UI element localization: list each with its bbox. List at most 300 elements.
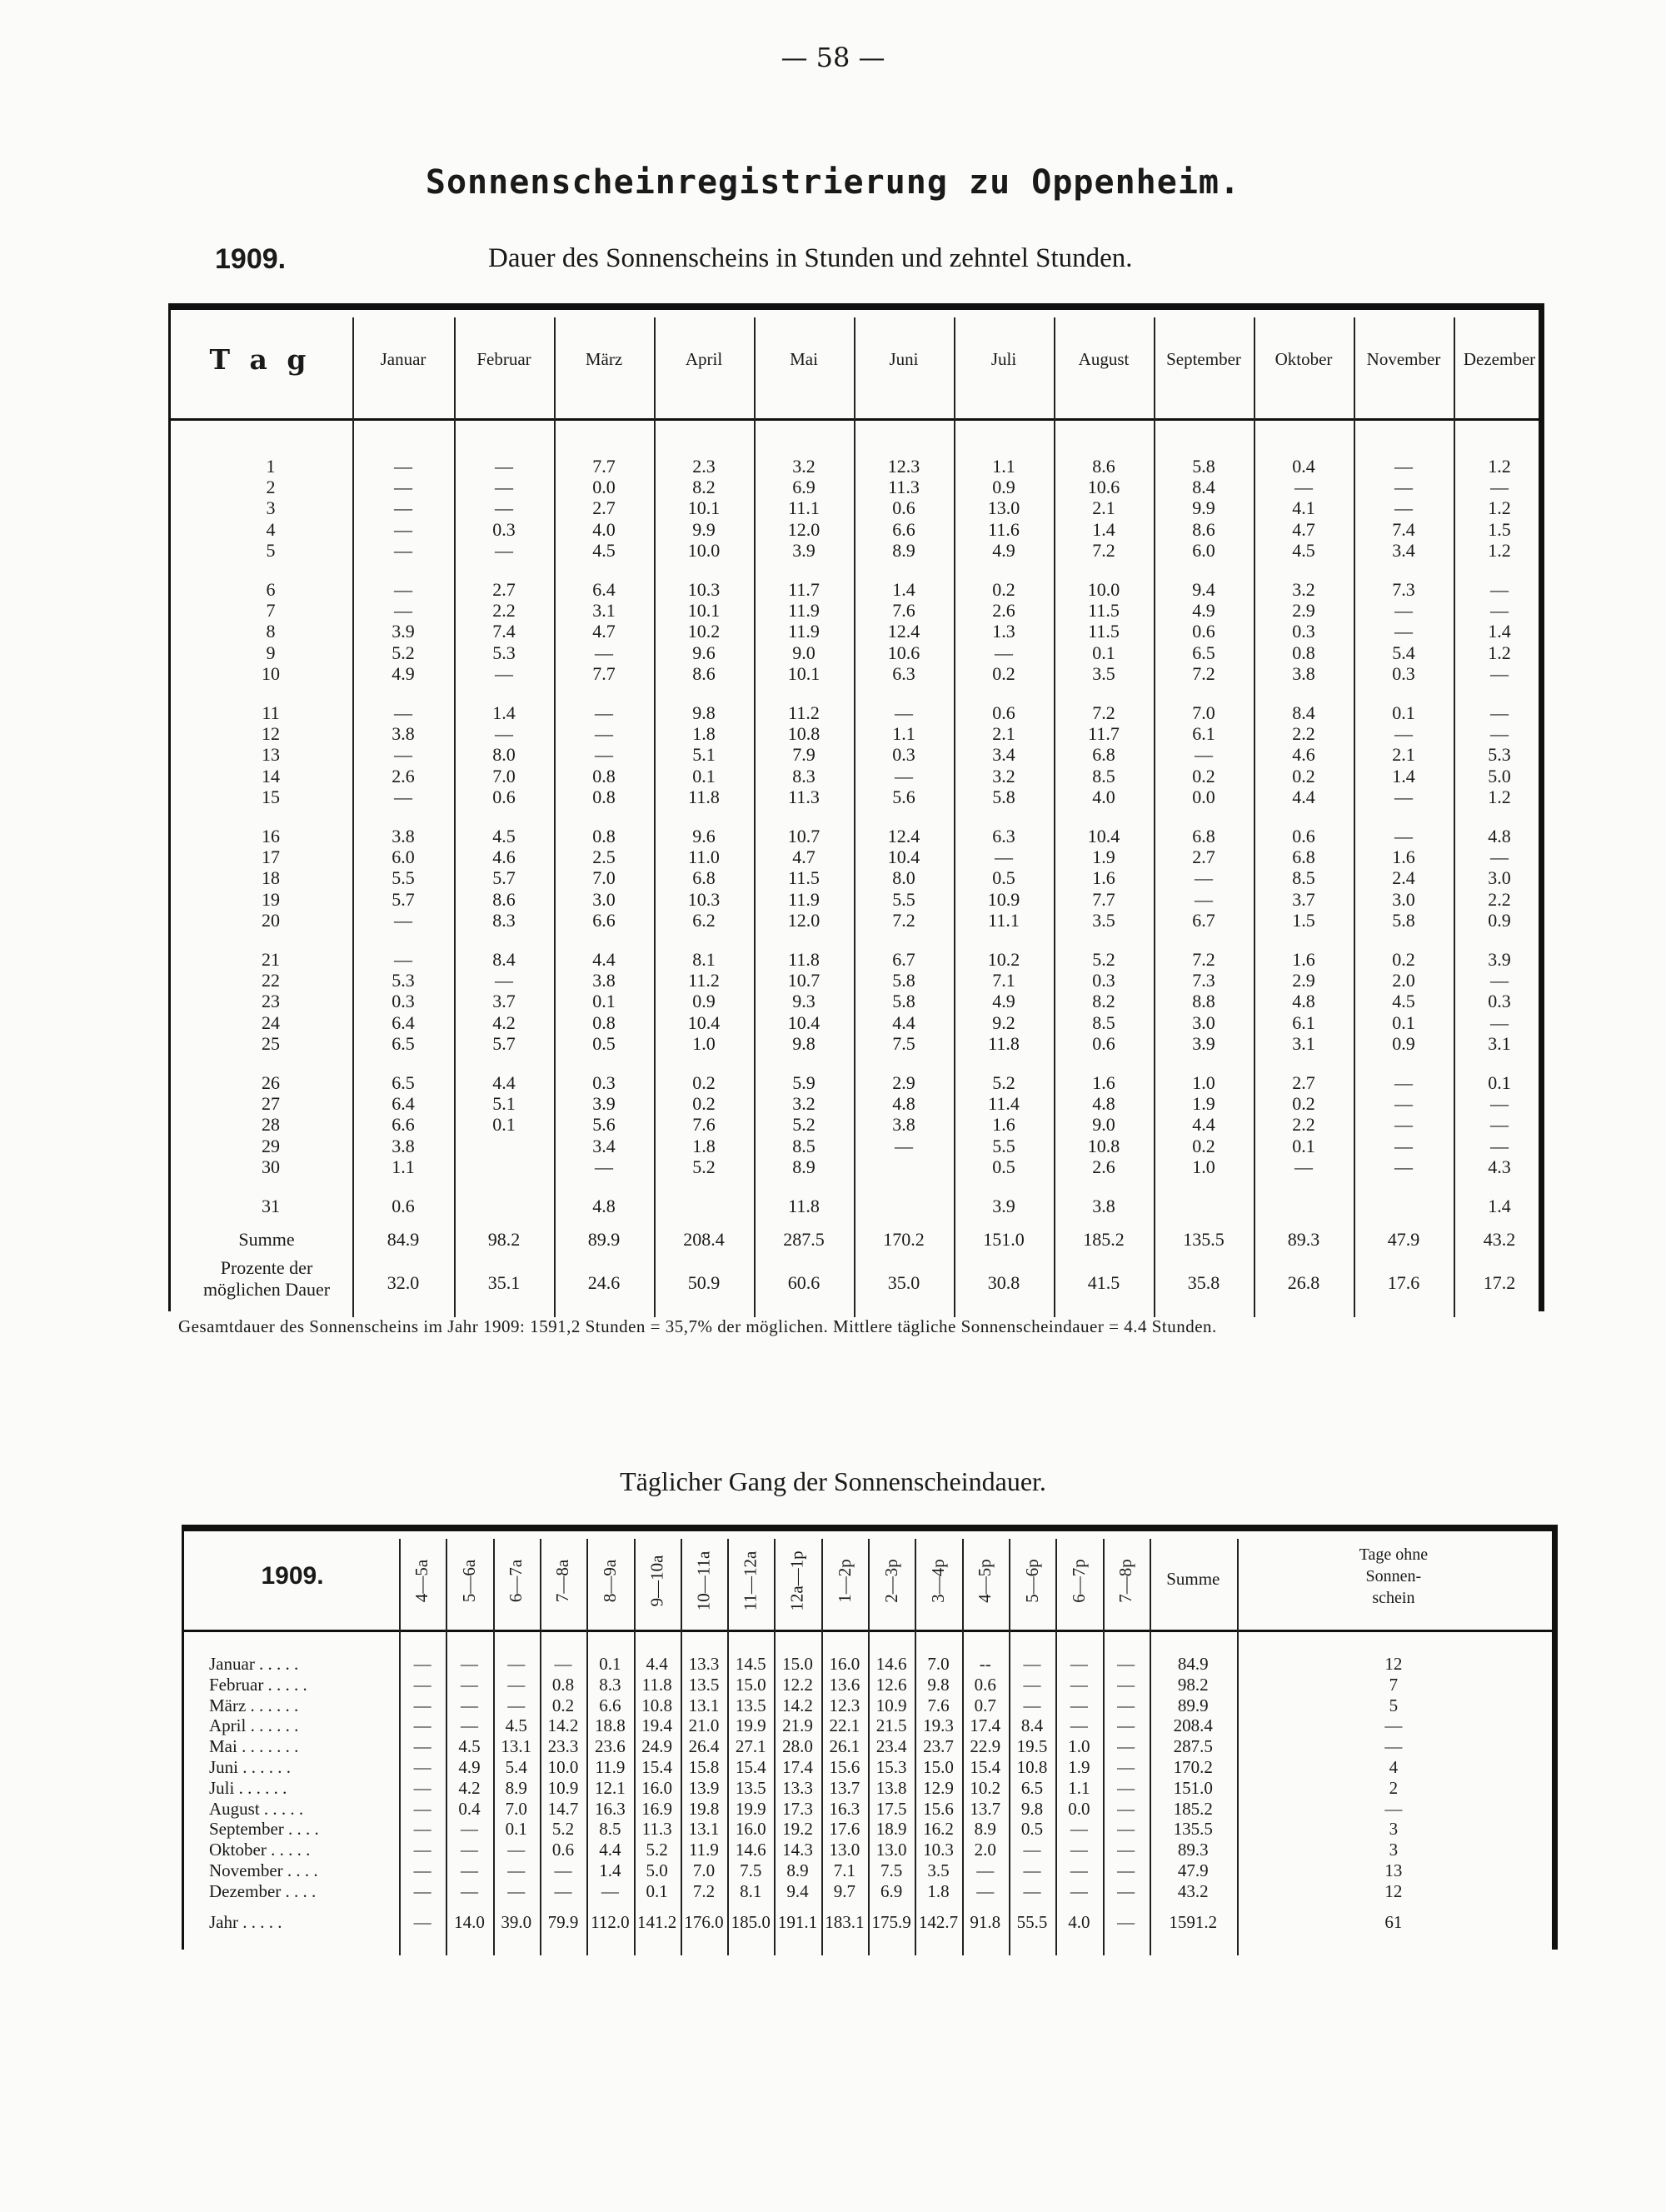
table-cell: 6.0 [1192, 539, 1215, 561]
table-cell: 2.7 [492, 579, 516, 600]
hourly-value: — [1117, 1777, 1135, 1798]
hourly-value: 8.9 [505, 1777, 527, 1798]
hourly-value: — [413, 1798, 431, 1819]
hourly-value: 9.8 [1020, 1798, 1044, 1819]
year-label: 1909. [215, 243, 287, 275]
table-cell: — [1394, 600, 1413, 622]
hourly-value: 22.9 [970, 1736, 1001, 1757]
hourly-value: 12.6 [875, 1674, 907, 1695]
table-cell: 11.9 [788, 888, 820, 910]
table-cell: 0.1 [1392, 702, 1415, 723]
jahr-tage-ohne: 61 [1384, 1911, 1403, 1932]
hourly-value: 13.5 [735, 1777, 766, 1798]
table-cell: 4.7 [792, 846, 816, 868]
jahr-hourly-value: 112.0 [591, 1911, 630, 1932]
table-cell: 11.8 [988, 1032, 1020, 1054]
hourly-value: 13.0 [875, 1840, 907, 1860]
hourly-value: 4.9 [458, 1757, 481, 1777]
percent-possible: 24.6 [587, 1272, 621, 1293]
table-cell: — [595, 1156, 613, 1177]
table-cell: 3.9 [392, 621, 415, 642]
hourly-value: — [460, 1840, 478, 1860]
table-cell: 9.8 [692, 702, 716, 723]
table-cell: 4.9 [992, 991, 1015, 1012]
table-cell: — [595, 723, 613, 745]
prozente-label: Prozente der [220, 1257, 313, 1278]
hour-label: 10—11a [693, 1550, 714, 1610]
table-cell: — [394, 497, 412, 519]
table-cell: — [1490, 579, 1509, 600]
row-tage-ohne: 4 [1389, 1757, 1399, 1777]
table-cell: 8.1 [692, 949, 716, 970]
table-cell: 0.6 [1192, 621, 1215, 642]
table-cell: 0.1 [492, 1114, 516, 1136]
table-cell: 1.2 [1488, 497, 1511, 519]
hourly-value: 23.3 [547, 1736, 579, 1757]
table-cell: 10.2 [687, 621, 721, 642]
table-cell: 0.3 [492, 518, 516, 540]
day-label: 1 [266, 456, 276, 477]
hourly-value: — [460, 1880, 478, 1901]
hour-header [634, 1539, 681, 1622]
row-summe: 185.2 [1173, 1798, 1213, 1819]
table-cell: 7.2 [892, 909, 915, 931]
table-cell: 2.6 [392, 765, 415, 786]
table-cell: 8.6 [692, 662, 716, 684]
jahr-hourly-value: 176.0 [684, 1911, 724, 1932]
table-cell: 3.9 [592, 1093, 616, 1115]
table-cell: 1.4 [1488, 1196, 1511, 1216]
table-cell: 6.4 [392, 1011, 415, 1033]
hourly-value: 15.0 [923, 1757, 954, 1777]
table-cell: 0.1 [1292, 1135, 1315, 1156]
hour-header [446, 1539, 492, 1622]
table-cell: — [495, 723, 513, 745]
table-cell: 7.3 [1192, 970, 1215, 991]
hour-header [586, 1539, 633, 1622]
day-label: 16 [262, 826, 280, 846]
table-cell: — [1394, 456, 1413, 477]
hour-label: 5—6a [458, 1559, 479, 1602]
hourly-value: 6.6 [599, 1695, 621, 1715]
hourly-value: 5.0 [646, 1860, 668, 1880]
hourly-value: 3.5 [927, 1860, 950, 1880]
table-cell: 3.0 [1392, 888, 1415, 910]
table-cell: 9.6 [692, 826, 716, 846]
hourly-value: — [413, 1674, 431, 1695]
tage-ohne-header: Sonnen- [1365, 1567, 1422, 1585]
table-cell: 0.9 [992, 477, 1015, 498]
day-label: 8 [266, 621, 276, 642]
table-cell: 11.2 [688, 970, 720, 991]
hourly-value: 13.9 [688, 1777, 720, 1798]
hourly-value: — [1117, 1715, 1135, 1736]
hourly-value: 15.6 [923, 1798, 954, 1819]
hourly-value: 21.9 [782, 1715, 813, 1736]
day-label: 13 [262, 744, 280, 766]
hourly-value: 15.0 [782, 1654, 813, 1674]
table-cell: 10.7 [787, 970, 821, 991]
table-cell: 11.5 [1088, 600, 1120, 622]
row-summe: 47.9 [1177, 1860, 1209, 1880]
table-cell: 11.8 [688, 786, 720, 807]
table-cell: 5.2 [792, 1114, 816, 1136]
table-cell: — [1490, 1093, 1509, 1115]
day-label: 12 [262, 723, 280, 745]
table-cell: 6.9 [792, 477, 816, 498]
hourly-value: 0.7 [974, 1695, 996, 1715]
table-cell: 8.2 [692, 477, 716, 498]
day-label: 18 [262, 867, 280, 889]
table-cell: 7.4 [1392, 518, 1415, 540]
table-cell: 1.5 [1488, 518, 1511, 540]
row-tage-ohne: — [1384, 1715, 1403, 1736]
table-cell: — [1394, 497, 1413, 519]
table-cell: 0.1 [1488, 1072, 1511, 1093]
hourly-value: 11.9 [688, 1840, 719, 1860]
table-cell: 5.8 [892, 991, 915, 1012]
hourly-value: 16.0 [735, 1819, 766, 1840]
table-cell: 7.0 [1192, 702, 1215, 723]
hourly-value: — [507, 1840, 526, 1860]
table-cell: 5.8 [1192, 456, 1215, 477]
hourly-value: 13.5 [688, 1674, 720, 1695]
hourly-value: 24.9 [641, 1736, 673, 1757]
day-label: 20 [262, 909, 280, 931]
hourly-value: — [1023, 1674, 1041, 1695]
table-cell: — [1394, 786, 1413, 807]
table-cell: 0.9 [1488, 909, 1511, 931]
month-row-label: Juli . . . . . . [209, 1777, 287, 1798]
hourly-value: — [413, 1819, 431, 1840]
hourly-value: — [1117, 1757, 1135, 1777]
table-cell: 1.3 [992, 621, 1015, 642]
table-cell: 0.2 [1392, 949, 1415, 970]
table-cell: 3.7 [1292, 888, 1315, 910]
table-cell: 11.6 [988, 518, 1020, 540]
hourly-value: — [1117, 1674, 1135, 1695]
hour-header [1009, 1539, 1055, 1622]
hour-label: 5—6p [1021, 1558, 1042, 1603]
table-cell: 0.5 [992, 1156, 1015, 1177]
month-row-label: November . . . . [209, 1860, 318, 1880]
table-cell: 3.2 [792, 456, 816, 477]
jahr-row-label: Jahr . . . . . [209, 1911, 282, 1932]
table2-title: Täglicher Gang der Sonnenscheindauer. [620, 1466, 1046, 1496]
hour-header [962, 1539, 1009, 1622]
month-header-11: November [1366, 349, 1441, 369]
table-cell: 6.7 [1192, 909, 1215, 931]
table-cell: 10.8 [787, 723, 821, 745]
month-header-2: Februar [476, 349, 531, 369]
day-label: 29 [262, 1135, 280, 1156]
row-summe: 208.4 [1173, 1715, 1213, 1736]
table-cell: 3.8 [392, 723, 415, 745]
hourly-value: 1.4 [599, 1860, 621, 1880]
table-cell: 1.1 [392, 1156, 415, 1177]
table-cell: — [595, 642, 613, 663]
month-row-label: September . . . . [209, 1819, 319, 1840]
table-cell: 2.2 [1292, 1114, 1315, 1136]
hourly-value: — [460, 1715, 478, 1736]
table-cell: 5.0 [1488, 765, 1511, 786]
table-cell: 1.4 [492, 702, 516, 723]
monthly-total: 135.5 [1183, 1229, 1225, 1250]
table-cell: 10.6 [1087, 477, 1120, 498]
month-header-6: Juni [889, 349, 919, 369]
table-cell: — [394, 518, 412, 540]
hourly-value: — [507, 1860, 526, 1880]
hourly-value: — [460, 1860, 478, 1880]
day-label: 5 [266, 539, 276, 561]
row-summe: 43.2 [1177, 1880, 1209, 1901]
jahr-hourly-value: — [413, 1911, 431, 1932]
hourly-value: 22.1 [829, 1715, 860, 1736]
table-cell: 6.1 [1292, 1011, 1315, 1033]
table-cell: 1.6 [1092, 1072, 1115, 1093]
table-cell: 6.7 [892, 949, 915, 970]
hourly-value: 15.0 [735, 1674, 766, 1695]
day-label: 25 [262, 1032, 280, 1054]
percent-possible: 17.6 [1387, 1272, 1420, 1293]
percent-possible: 17.2 [1483, 1272, 1516, 1293]
table-cell: 0.3 [392, 991, 415, 1012]
jahr-hourly-value: 14.0 [454, 1911, 485, 1932]
hourly-value: 28.0 [782, 1736, 813, 1757]
hourly-value: — [413, 1880, 431, 1901]
table-cell: 1.8 [692, 1135, 716, 1156]
table-cell: 4.8 [1292, 991, 1315, 1012]
table-cell: 0.6 [492, 786, 516, 807]
table-cell: — [1490, 662, 1509, 684]
monthly-total: 89.9 [587, 1229, 621, 1250]
table-cell: 3.5 [1092, 909, 1115, 931]
hourly-value: 15.6 [829, 1757, 860, 1777]
hour-label: 2—3p [880, 1558, 901, 1603]
hourly-value: 0.1 [599, 1654, 621, 1674]
table-cell: — [1490, 477, 1509, 498]
hour-label: 7—8a [552, 1559, 573, 1602]
table-cell: 8.4 [1292, 702, 1315, 723]
hourly-value: — [601, 1880, 619, 1901]
table-cell: 2.2 [1488, 888, 1511, 910]
hourly-value: 15.3 [875, 1757, 907, 1777]
hourly-value: — [1023, 1860, 1041, 1880]
hourly-value: 4.5 [505, 1715, 527, 1736]
table-cell: 3.2 [992, 765, 1015, 786]
month-row-label: Oktober . . . . . [209, 1840, 311, 1860]
table-cell: — [495, 477, 513, 498]
table-cell: 3.2 [1292, 579, 1315, 600]
table-cell: 1.1 [892, 723, 915, 745]
table-cell: 10.1 [787, 662, 821, 684]
hourly-value: — [460, 1695, 478, 1715]
table-cell: 4.5 [1292, 539, 1315, 561]
table-cell: 8.5 [792, 1135, 816, 1156]
table-cell: 0.2 [992, 662, 1015, 684]
row-tage-ohne: 12 [1384, 1654, 1403, 1674]
hourly-value: — [460, 1674, 478, 1695]
table-cell: 8.3 [492, 909, 516, 931]
hourly-value: 7.0 [692, 1860, 716, 1880]
table-cell: 4.5 [1392, 991, 1415, 1012]
table-cell: 7.0 [492, 765, 516, 786]
hourly-value: 13.7 [970, 1798, 1001, 1819]
table-cell: 7.6 [892, 600, 915, 622]
table-cell: — [995, 642, 1013, 663]
table-cell: 6.8 [1192, 826, 1215, 846]
table-cell: 1.4 [1092, 518, 1115, 540]
table-cell: 1.6 [1092, 867, 1115, 889]
table-cell: 0.6 [392, 1196, 415, 1216]
hourly-value: 0.0 [1068, 1798, 1090, 1819]
hourly-value: 8.3 [599, 1674, 621, 1695]
table-cell: 11.9 [788, 621, 820, 642]
table-cell: 11.8 [788, 1196, 820, 1216]
day-label: 11 [262, 702, 280, 723]
day-label: 21 [262, 949, 280, 970]
table-cell: 4.9 [1192, 600, 1215, 622]
table-cell: 1.9 [1092, 846, 1115, 868]
hourly-value: — [1117, 1695, 1135, 1715]
table-cell: 6.4 [592, 579, 616, 600]
table-cell: 2.6 [1092, 1156, 1115, 1177]
hour-header [540, 1539, 586, 1622]
hour-label: 9—10a [646, 1555, 667, 1606]
monthly-total: 170.2 [883, 1229, 925, 1250]
hourly-value: — [413, 1695, 431, 1715]
hourly-value: 10.8 [641, 1695, 673, 1715]
hour-header [727, 1539, 774, 1622]
hourly-value: 13.1 [501, 1736, 532, 1757]
table-cell: — [1490, 970, 1509, 991]
jahr-hourly-value: 141.2 [637, 1911, 677, 1932]
hourly-value: — [413, 1757, 431, 1777]
row-tage-ohne: 3 [1389, 1819, 1399, 1840]
table-cell: — [595, 744, 613, 766]
table-cell: 4.5 [592, 539, 616, 561]
hourly-value: 12.2 [782, 1674, 813, 1695]
hourly-value: 17.4 [970, 1715, 1001, 1736]
hourly-value: 2.0 [974, 1840, 996, 1860]
hourly-value: 14.2 [782, 1695, 813, 1715]
hourly-value: — [507, 1695, 526, 1715]
hour-label: 4—5p [975, 1558, 995, 1603]
hourly-value: 9.4 [786, 1880, 809, 1901]
table-cell: 5.8 [992, 786, 1015, 807]
hourly-value: 14.6 [735, 1840, 766, 1860]
table-cell: — [1490, 846, 1509, 868]
table-cell: 5.1 [692, 744, 716, 766]
hourly-value: 4.4 [646, 1654, 668, 1674]
hourly-value: — [554, 1880, 572, 1901]
hourly-value: 10.2 [970, 1777, 1001, 1798]
hourly-value: 16.3 [594, 1798, 626, 1819]
hourly-value: 14.3 [782, 1840, 813, 1860]
table-cell: 0.0 [592, 477, 616, 498]
hourly-value: — [1070, 1880, 1088, 1901]
table-cell: 1.2 [1488, 539, 1511, 561]
table-cell: 2.6 [992, 600, 1015, 622]
hourly-value: — [413, 1736, 431, 1757]
table-cell: 9.0 [792, 642, 816, 663]
table-cell: 2.2 [492, 600, 516, 622]
table-cell: 2.7 [1292, 1072, 1315, 1093]
table-cell: 6.3 [892, 662, 915, 684]
hour-label: 1—2p [834, 1558, 855, 1603]
table-cell: 9.9 [692, 518, 716, 540]
table-cell: 11.5 [1088, 621, 1120, 642]
table-cell: 11.1 [988, 909, 1020, 931]
hourly-value: 1.8 [927, 1880, 950, 1901]
row-tage-ohne: — [1384, 1736, 1403, 1757]
table-cell: — [394, 744, 412, 766]
table-cell: 8.5 [1092, 765, 1115, 786]
table-cell: 4.4 [492, 1072, 516, 1093]
table-cell: 0.9 [1392, 1032, 1415, 1054]
table-cell: 2.4 [1392, 867, 1415, 889]
hourly-value: 5.2 [646, 1840, 668, 1860]
table-cell: — [1394, 1135, 1413, 1156]
hourly-value: 17.5 [875, 1798, 907, 1819]
table-cell: — [1490, 723, 1509, 745]
table-cell: 2.0 [1392, 970, 1415, 991]
table-cell: 7.2 [1192, 949, 1215, 970]
table-cell: 6.5 [392, 1072, 415, 1093]
table-cell: 10.8 [1087, 1135, 1120, 1156]
table-cell: 3.4 [992, 744, 1015, 766]
table-cell: 3.8 [1092, 1196, 1115, 1216]
hourly-value: — [1117, 1798, 1135, 1819]
table-cell: 1.6 [1292, 949, 1315, 970]
table-cell: — [895, 1135, 913, 1156]
table-cell: 7.7 [592, 456, 616, 477]
table-cell: 1.2 [1488, 456, 1511, 477]
table-cell: — [1394, 477, 1413, 498]
month-header-4: April [685, 349, 723, 369]
summe-header: Summe [1166, 1569, 1220, 1589]
hourly-value: 17.4 [782, 1757, 813, 1777]
hourly-value: — [1070, 1715, 1088, 1736]
hourly-value: 12.1 [594, 1777, 626, 1798]
row-summe: 151.0 [1173, 1777, 1213, 1798]
hourly-value: — [413, 1777, 431, 1798]
jahr-hourly-value: 191.1 [777, 1911, 818, 1932]
table-cell: 8.5 [1092, 1011, 1115, 1033]
table-cell: 8.6 [1092, 456, 1115, 477]
table-cell: 0.1 [692, 765, 716, 786]
hour-header [774, 1539, 821, 1622]
annual-summary-note: Gesamtdauer des Sonnenscheins im Jahr 1909: 1591,2 Stunden = 35,7% der möglichen. Mittlere tägliche Sonnenscheindauer = 4.4 Stunden. [178, 1316, 1217, 1336]
table-cell: 5.7 [392, 888, 415, 910]
percent-possible: 35.1 [487, 1272, 521, 1293]
table-cell: 8.9 [792, 1156, 816, 1177]
month-header-5: Mai [790, 349, 818, 369]
table-cell: — [895, 765, 913, 786]
table-cell: 6.6 [392, 1114, 415, 1136]
table-cell: 0.6 [1292, 826, 1315, 846]
table-cell: 0.4 [1292, 456, 1315, 477]
table-cell: 4.7 [1292, 518, 1315, 540]
table-cell: 4.8 [592, 1196, 616, 1216]
table-cell: 3.9 [992, 1196, 1015, 1216]
hourly-value: 15.4 [641, 1757, 673, 1777]
hourly-value: — [413, 1654, 431, 1674]
hourly-value: 17.6 [829, 1819, 860, 1840]
table-cell: 1.2 [1488, 786, 1511, 807]
row-tage-ohne: 3 [1389, 1840, 1399, 1860]
table-cell: 13.0 [987, 497, 1020, 519]
